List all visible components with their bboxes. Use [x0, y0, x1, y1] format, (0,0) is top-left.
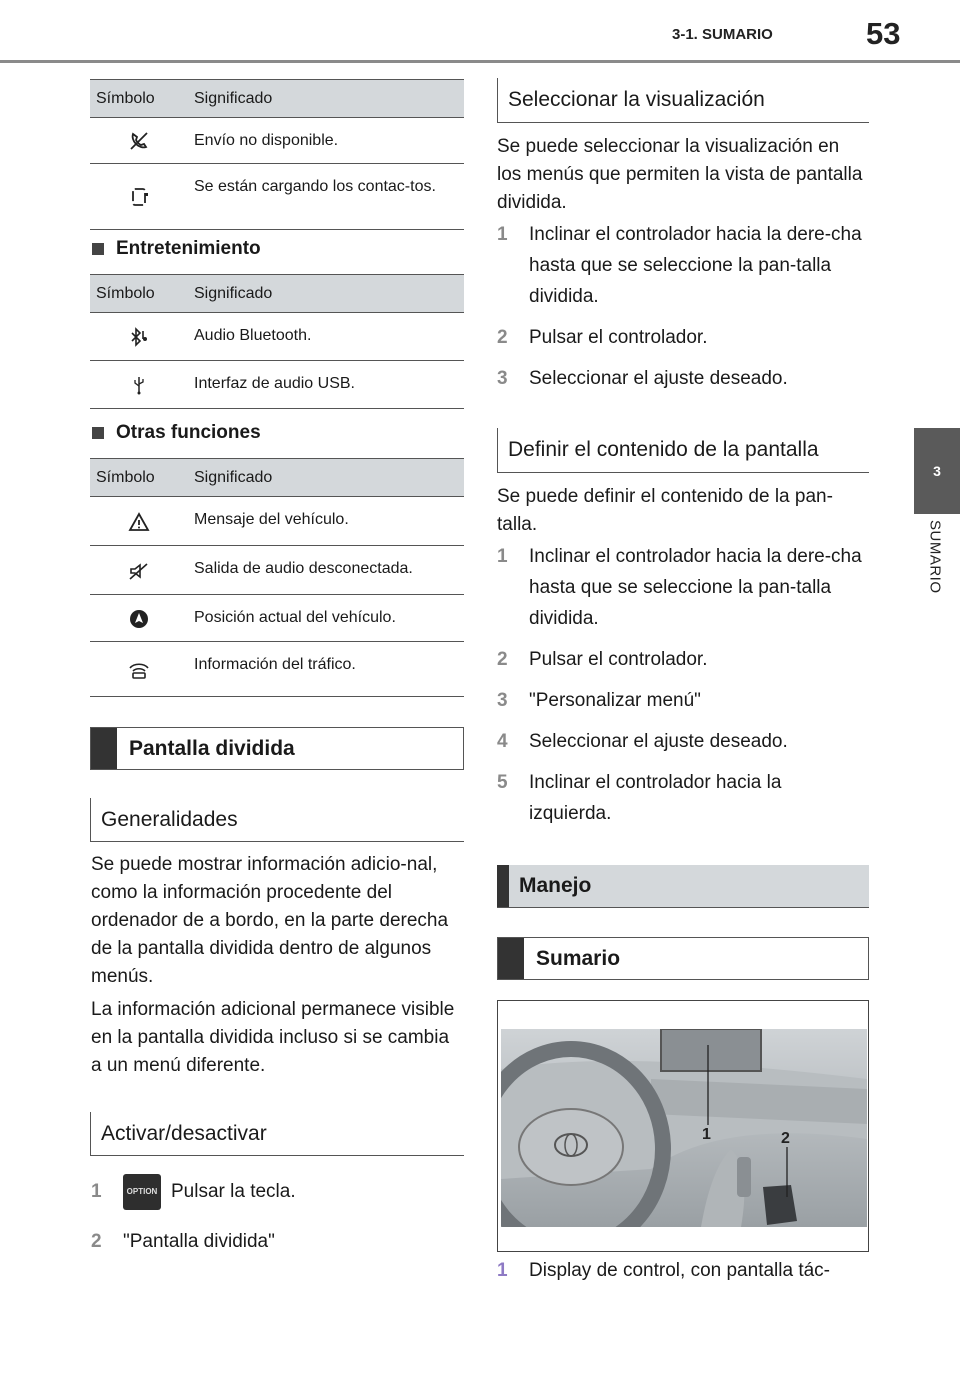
- step-number: 1: [91, 1181, 102, 1202]
- other-functions-heading: [92, 422, 261, 444]
- heading-bar: [498, 938, 524, 979]
- define-step-2: [497, 644, 865, 675]
- callout-1: 1: [702, 1126, 711, 1143]
- step-text: Pulsar el controlador.: [529, 649, 708, 670]
- row-text: Información del tráfico.: [188, 642, 464, 697]
- step-text: Display de control, con pantalla tác-: [529, 1260, 830, 1281]
- step-number: 2: [497, 327, 508, 348]
- page-number: 53: [866, 16, 901, 51]
- step-number: 1: [497, 546, 508, 567]
- step-text: Pulsar la tecla.: [171, 1181, 296, 1202]
- chapter-label-text: SUMARIO: [926, 520, 944, 594]
- toggle-heading: Activar/desactivar: [90, 1112, 464, 1156]
- section-title: 3-1. SUMARIO: [672, 26, 773, 43]
- sumario-heading-text: Sumario: [536, 946, 621, 970]
- row-text: Se están cargando los contac-tos.: [188, 164, 464, 230]
- phone-send-unavailable-icon: [90, 118, 188, 164]
- row-text: Audio Bluetooth.: [188, 313, 464, 361]
- define-step-5: [497, 767, 837, 829]
- dashboard-drawing: [501, 1029, 867, 1227]
- toggle-step-1: [91, 1173, 461, 1211]
- select-display-heading: Seleccionar la visualización: [497, 78, 869, 123]
- define-content-heading: Definir el contenido de la pantalla: [497, 428, 869, 473]
- col-header-symbol: Símbolo: [90, 275, 188, 313]
- step-number: 3: [497, 690, 508, 711]
- bluetooth-audio-icon: [90, 313, 188, 361]
- step-text: Seleccionar el ajuste deseado.: [529, 731, 788, 752]
- warning-triangle-icon: [90, 497, 188, 546]
- step-text: Inclinar el controlador hacia la dere-cha hasta que se seleccione la pan-talla dividida.: [529, 224, 862, 307]
- sumario-heading: [497, 937, 869, 980]
- usb-icon: [90, 361, 188, 409]
- step-number: 2: [91, 1231, 102, 1252]
- traffic-info-icon: [90, 642, 188, 697]
- step-text: Pulsar el controlador.: [529, 327, 708, 348]
- general-heading: Generalidades: [90, 798, 464, 842]
- step-text: Seleccionar el ajuste deseado.: [529, 368, 788, 389]
- symbols-table-communication: [90, 79, 464, 230]
- step-text: "Personalizar menú": [529, 690, 701, 711]
- bullet-square-icon: [92, 243, 104, 255]
- step-text: Inclinar el controlador hacia la dere-cha hasta que se seleccione la pan-talla dividida.: [529, 546, 862, 629]
- dashboard-illustration: [497, 1000, 869, 1252]
- entertainment-heading: [92, 238, 261, 260]
- define-step-3: [497, 685, 865, 716]
- general-paragraph-2: La información adicional permanece visible en la pantalla dividida incluso si se cambia a un menú diferente.: [91, 999, 455, 1076]
- chapter-tab[interactable]: 3: [914, 428, 960, 514]
- step-number: 4: [497, 731, 508, 752]
- row-text: Envío no disponible.: [188, 118, 464, 164]
- symbols-table-other: [90, 458, 464, 697]
- split-screen-heading: [90, 727, 464, 770]
- step-number: 5: [497, 772, 508, 793]
- step-number: 3: [497, 368, 508, 389]
- general-paragraph-1: Se puede mostrar información adicio-nal, como la información procedente del ordenador de a bordo, en la parte derecha de la pantalla dividida dentro de algunos menús.: [91, 854, 449, 987]
- select-display-intro: Se puede seleccionar la visualización en los menús que permiten la vista de pantalla dividida.: [497, 136, 863, 213]
- split-screen-heading-text: Pantalla dividida: [129, 736, 295, 760]
- row-text: Interfaz de audio USB.: [188, 361, 464, 409]
- step-number: 1: [497, 224, 508, 245]
- row-text: Mensaje del vehículo.: [188, 497, 464, 546]
- caption-step-1: [497, 1255, 869, 1286]
- toggle-step-2: [91, 1226, 461, 1257]
- manejo-heading-text: Manejo: [519, 874, 592, 897]
- row-text: Posición actual del vehículo.: [188, 595, 464, 642]
- col-header-meaning: Significado: [188, 80, 464, 118]
- step-text: "Pantalla dividida": [123, 1231, 275, 1252]
- select-step-1: [497, 219, 865, 312]
- symbols-table-entertainment: [90, 274, 464, 409]
- step-text: Inclinar el controlador hacia la izquierda.: [529, 772, 782, 824]
- define-step-4: [497, 726, 865, 757]
- step-content: [123, 1173, 296, 1211]
- header-rule: [0, 60, 960, 63]
- col-header-meaning: Significado: [188, 275, 464, 313]
- row-text: Salida de audio desconectada.: [188, 546, 464, 595]
- vehicle-position-icon: [90, 595, 188, 642]
- step-number: 2: [497, 649, 508, 670]
- entertainment-heading-text: Entretenimiento: [116, 238, 261, 259]
- option-button[interactable]: OPTION: [123, 1174, 161, 1210]
- select-step-2: [497, 322, 865, 353]
- select-step-3: [497, 363, 865, 394]
- other-functions-heading-text: Otras funciones: [116, 422, 261, 443]
- audio-muted-icon: [90, 546, 188, 595]
- contacts-loading-icon: [90, 164, 188, 230]
- define-content-intro: Se puede definir el contenido de la pan-talla.: [497, 486, 833, 535]
- define-step-1: [497, 541, 865, 634]
- col-header-symbol: Símbolo: [90, 80, 188, 118]
- col-header-meaning: Significado: [188, 459, 464, 497]
- bullet-square-icon: [92, 427, 104, 439]
- col-header-symbol: Símbolo: [90, 459, 188, 497]
- heading-bar: [91, 728, 117, 769]
- chapter-label: [920, 520, 950, 640]
- step-number: 1: [497, 1260, 508, 1281]
- manejo-heading: [497, 865, 869, 908]
- heading-bar: [497, 865, 509, 907]
- callout-2: 2: [781, 1130, 790, 1147]
